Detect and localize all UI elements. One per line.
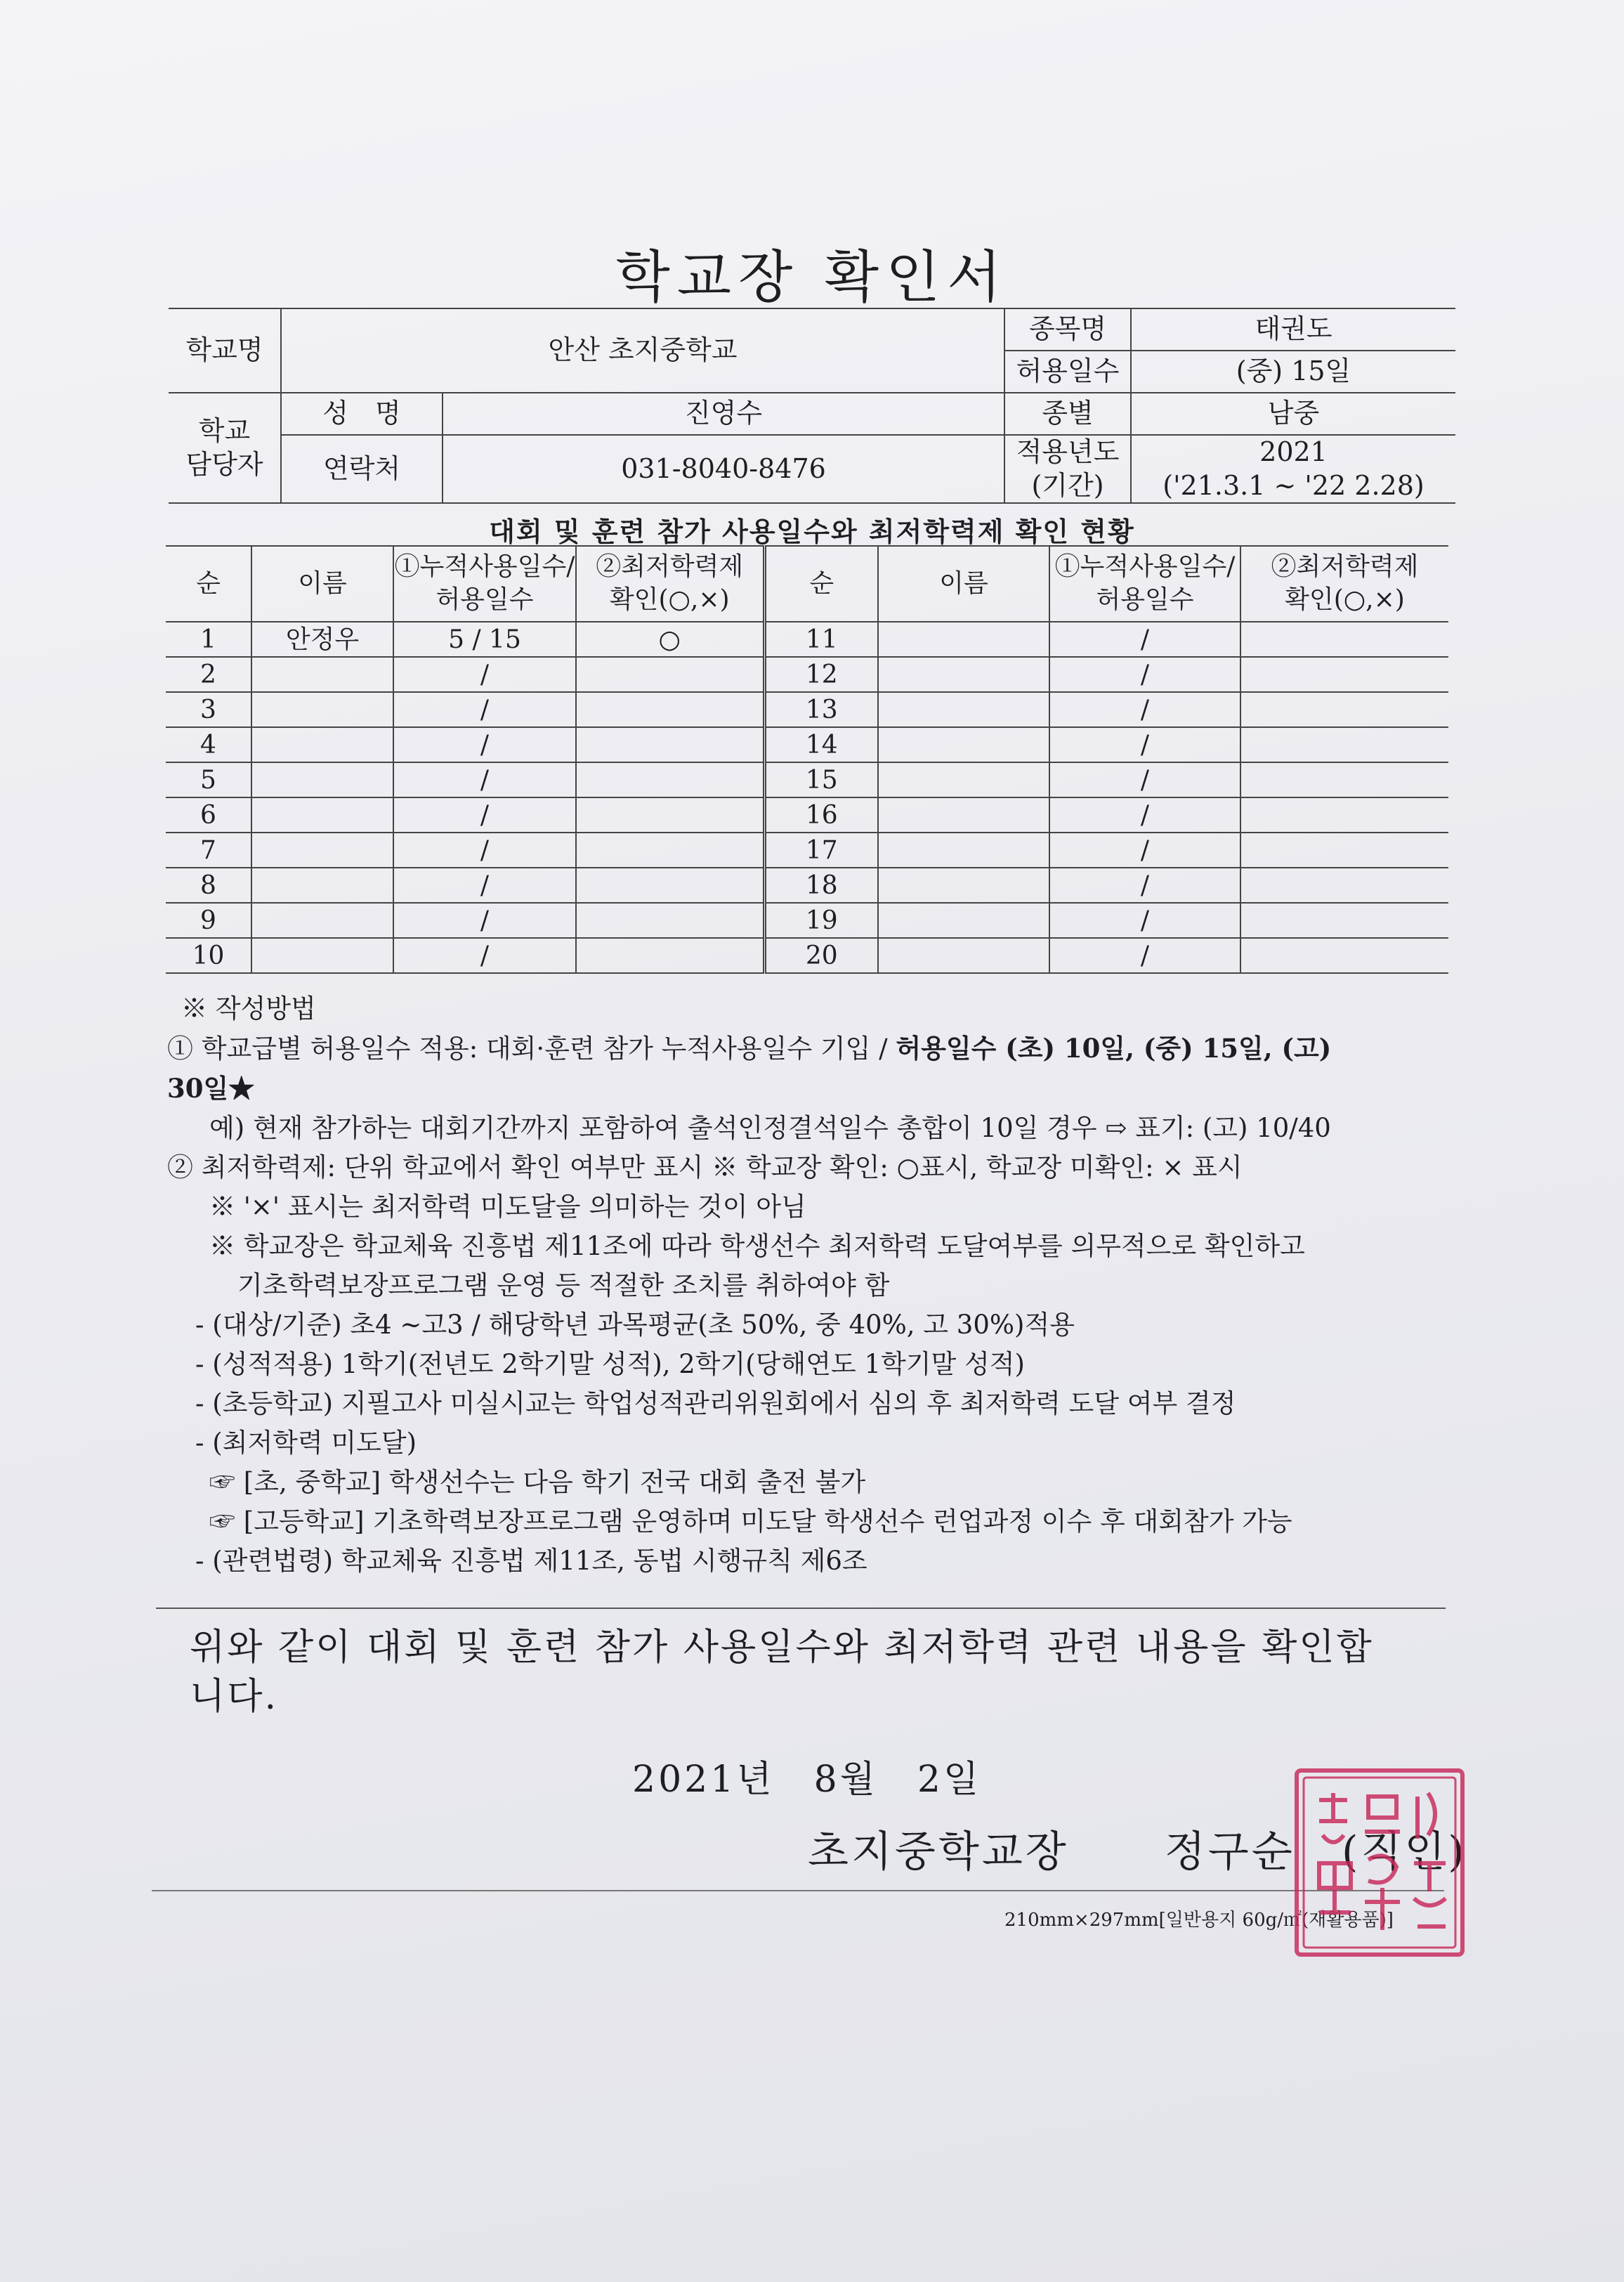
academic-check xyxy=(1240,657,1448,692)
academic-check: ○ xyxy=(576,622,764,657)
roster-row xyxy=(166,762,1448,797)
academic-check xyxy=(1240,762,1448,797)
type-label: 종별 xyxy=(1004,393,1131,435)
roster-row xyxy=(166,622,1448,657)
note-line: - (최저학력 미도달) xyxy=(195,1428,417,1458)
confirmation-text xyxy=(190,1623,1426,1721)
student-name xyxy=(878,833,1049,868)
academic-check xyxy=(576,833,764,868)
contact-label: 연락처 xyxy=(281,435,443,503)
academic-check xyxy=(1240,903,1448,938)
row-number: 15 xyxy=(764,762,878,797)
issue-date: 2021년 8월 2일 xyxy=(632,1759,982,1801)
header-no-right: 순 xyxy=(764,546,878,622)
note-line: - (대상/기준) 초4 ~고3 / 해당학년 과목평균(초 50%, 중 40%, 고 30%)적용 xyxy=(195,1310,1075,1340)
used-days: / xyxy=(393,938,576,973)
name-label: 성 명 xyxy=(281,393,443,435)
row-number: 9 xyxy=(166,903,251,938)
roster-row xyxy=(166,727,1448,762)
used-days: / xyxy=(1049,727,1240,762)
academic-check xyxy=(576,938,764,973)
divider-top xyxy=(156,1608,1446,1609)
year-label xyxy=(1004,435,1131,503)
row-number: 19 xyxy=(764,903,878,938)
note-text: ① 학교급별 허용일수 적용: 대회·훈련 참가 누적사용일수 기입 / xyxy=(167,1034,896,1064)
note-line: - (성적적용) 1학기(전년도 2학기말 성적), 2학기(당해연도 1학기말 성적) xyxy=(195,1349,1025,1379)
divider-bottom xyxy=(152,1890,1444,1891)
signer-title: 초지중학교장 xyxy=(808,1827,1069,1877)
roster-row xyxy=(166,903,1448,938)
academic-check xyxy=(1240,833,1448,868)
academic-check xyxy=(1240,797,1448,833)
used-days: / xyxy=(393,657,576,692)
academic-check xyxy=(576,903,764,938)
row-number: 7 xyxy=(166,833,251,868)
student-name xyxy=(251,762,393,797)
header-check-line1: ②최저학력제 xyxy=(596,552,744,582)
note-line: 예) 현재 참가하는 대회기간까지 포함하여 출석인정결석일수 총합이 10일 경우 ⇨ 표기: (고) 10/40 xyxy=(209,1113,1331,1143)
used-days: / xyxy=(1049,692,1240,727)
row-number: 17 xyxy=(764,833,878,868)
header-no-left: 순 xyxy=(166,546,251,622)
used-days: / xyxy=(393,762,576,797)
instructions xyxy=(167,989,1446,1581)
document-title: 학교장 확인서 xyxy=(615,244,1009,310)
roster-row xyxy=(166,657,1448,692)
row-number: 5 xyxy=(166,762,251,797)
roster-row xyxy=(166,938,1448,973)
student-name xyxy=(878,622,1049,657)
official-seal-icon xyxy=(1291,1765,1468,1960)
row-number: 20 xyxy=(764,938,878,973)
student-name xyxy=(251,833,393,868)
row-number: 11 xyxy=(764,622,878,657)
manager-label-line1: 학교 xyxy=(198,415,251,446)
used-days: / xyxy=(393,727,576,762)
used-days: / xyxy=(1049,903,1240,938)
row-number: 6 xyxy=(166,797,251,833)
row-number: 1 xyxy=(166,622,251,657)
note-emphasis: 허용일수 (초) 10일, (중) 15일, (고) xyxy=(896,1033,1332,1064)
school-label: 학교명 xyxy=(169,308,281,393)
row-number: 18 xyxy=(764,868,878,903)
manager-label-line2: 담당자 xyxy=(185,448,263,480)
year-label-line2: (기간) xyxy=(1031,469,1104,501)
academic-check xyxy=(576,727,764,762)
student-name: 안정우 xyxy=(251,622,393,657)
section-title: 대회 및 훈련 참가 사용일수와 최저학력제 확인 현황 xyxy=(489,516,1135,547)
roster-row xyxy=(166,833,1448,868)
row-number: 10 xyxy=(166,938,251,973)
header-check-right xyxy=(1240,546,1448,622)
student-name xyxy=(251,727,393,762)
student-name xyxy=(251,903,393,938)
used-days: / xyxy=(1049,797,1240,833)
confirmation-line1: 위와 같이 대회 및 훈련 참가 사용일수와 최저학력 관련 내용을 확인합 xyxy=(190,1626,1374,1669)
row-number: 8 xyxy=(166,868,251,903)
header-name-left: 이름 xyxy=(251,546,393,622)
note-line: ※ 학교장은 학교체육 진흥법 제11조에 따라 학생선수 최저학력 도달여부를 의무적으로 확인하고 xyxy=(209,1231,1305,1261)
used-days: / xyxy=(1049,622,1240,657)
allowed-days-value: (중) 15일 xyxy=(1131,351,1455,393)
header-days-right xyxy=(1049,546,1240,622)
school-value: 안산 초지중학교 xyxy=(281,308,1004,393)
used-days: / xyxy=(1049,833,1240,868)
student-name xyxy=(878,938,1049,973)
note-line: ② 최저학력제: 단위 학교에서 확인 여부만 표시 ※ 학교장 확인: ○표시, 학교장 미확인: × 표시 xyxy=(167,1152,1243,1182)
student-name xyxy=(251,938,393,973)
note-line xyxy=(167,1069,1446,1109)
used-days: / xyxy=(393,797,576,833)
row-number: 14 xyxy=(764,727,878,762)
period-value: ('21.3.1 ~ '22 2.28) xyxy=(1163,469,1425,501)
student-name xyxy=(878,797,1049,833)
year-cell xyxy=(1131,435,1455,503)
note-line: 기초학력보장프로그램 운영 등 적절한 조치를 취하여야 함 xyxy=(237,1270,890,1300)
academic-check xyxy=(576,762,764,797)
note-line: - (초등학교) 지필고사 미실시교는 학업성적관리위원회에서 심의 후 최저학력 도달 여부 결정 xyxy=(195,1388,1236,1419)
allowed-days-label: 허용일수 xyxy=(1004,351,1131,393)
used-days: / xyxy=(393,692,576,727)
notes-heading: ※ 작성방법 xyxy=(181,993,316,1024)
used-days: / xyxy=(393,833,576,868)
year-value: 2021 xyxy=(1259,436,1328,467)
row-number: 13 xyxy=(764,692,878,727)
header-check-line2: 확인(○,×) xyxy=(1285,585,1405,614)
student-name xyxy=(251,797,393,833)
contact-value: 031-8040-8476 xyxy=(443,435,1004,503)
used-days: / xyxy=(393,903,576,938)
student-name xyxy=(878,657,1049,692)
header-days-line1: ①누적사용일수/ xyxy=(394,552,575,582)
header-name-right: 이름 xyxy=(878,546,1049,622)
academic-check xyxy=(576,868,764,903)
academic-check xyxy=(1240,938,1448,973)
academic-check xyxy=(1240,622,1448,657)
note-line: ☞ [초, 중학교] 학생선수는 다음 학기 전국 대회 출전 불가 xyxy=(209,1467,866,1497)
manager-label xyxy=(169,393,281,503)
note-emphasis: 30일★ xyxy=(167,1073,255,1104)
confirmation-line2: 니다. xyxy=(190,1676,278,1718)
academic-check xyxy=(576,692,764,727)
student-name xyxy=(878,868,1049,903)
roster-row xyxy=(166,692,1448,727)
paper-spec: 210mm×297mm[일반용지 60g/㎡(재활용품)] xyxy=(1004,1910,1394,1931)
academic-check xyxy=(1240,727,1448,762)
student-name xyxy=(878,762,1049,797)
header-check-line2: 확인(○,×) xyxy=(609,585,730,614)
used-days: / xyxy=(1049,868,1240,903)
name-value: 진영수 xyxy=(443,393,1004,435)
student-name xyxy=(878,903,1049,938)
used-days: / xyxy=(1049,762,1240,797)
student-name xyxy=(251,692,393,727)
header-check-left xyxy=(576,546,764,622)
row-number: 2 xyxy=(166,657,251,692)
roster-row xyxy=(166,797,1448,833)
used-days: / xyxy=(1049,657,1240,692)
academic-check xyxy=(576,797,764,833)
student-name xyxy=(878,692,1049,727)
seal-mark: (직인) xyxy=(1341,1827,1467,1877)
row-number: 3 xyxy=(166,692,251,727)
roster-row xyxy=(166,868,1448,903)
used-days: 5 / 15 xyxy=(393,622,576,657)
header-days-line2: 허용일수 xyxy=(436,585,534,614)
student-name xyxy=(251,657,393,692)
student-name xyxy=(878,727,1049,762)
header-days-line2: 허용일수 xyxy=(1096,585,1194,614)
signer-name: 정구순 xyxy=(1164,1827,1295,1877)
note-line: - (관련법령) 학교체육 진흥법 제11조, 동법 시행규칙 제6조 xyxy=(195,1546,867,1576)
header-check-line1: ②최저학력제 xyxy=(1271,552,1419,582)
note-line: ※ '×' 표시는 최저학력 미도달을 의미하는 것이 아님 xyxy=(209,1192,806,1222)
header-days-left xyxy=(393,546,576,622)
year-label-line1: 적용년도 xyxy=(1016,436,1120,467)
note-line xyxy=(167,1029,1446,1069)
academic-check xyxy=(1240,692,1448,727)
event-label: 종목명 xyxy=(1004,308,1131,351)
student-name xyxy=(251,868,393,903)
note-line: ☞ [고등학교] 기초학력보장프로그램 운영하며 미도달 학생선수 런업과정 이수 후 대회참가 가능 xyxy=(209,1506,1292,1537)
row-number: 4 xyxy=(166,727,251,762)
row-number: 12 xyxy=(764,657,878,692)
event-value: 태권도 xyxy=(1131,308,1455,351)
type-value: 남중 xyxy=(1131,393,1455,435)
header-days-line1: ①누적사용일수/ xyxy=(1054,552,1236,582)
academic-check xyxy=(576,657,764,692)
info-table xyxy=(169,308,1455,504)
academic-check xyxy=(1240,868,1448,903)
row-number: 16 xyxy=(764,797,878,833)
used-days: / xyxy=(393,868,576,903)
roster-table xyxy=(166,545,1448,974)
used-days: / xyxy=(1049,938,1240,973)
